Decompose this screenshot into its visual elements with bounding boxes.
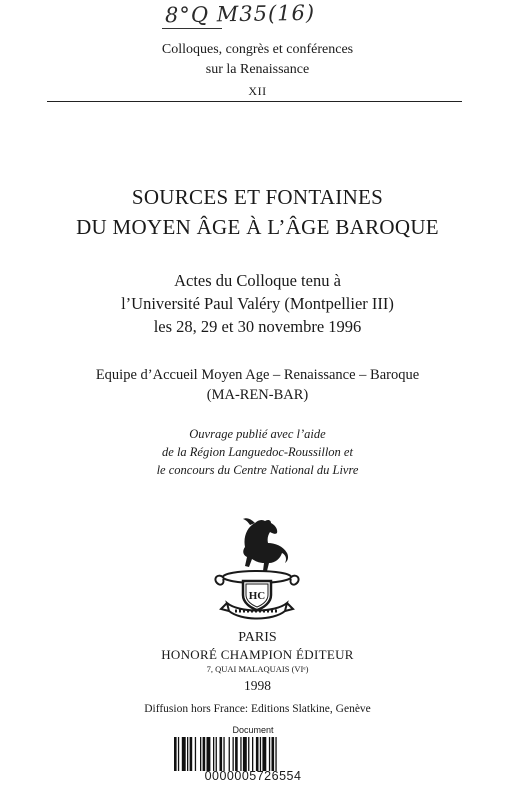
barcode-bar — [213, 737, 214, 771]
barcode-bar — [256, 737, 259, 771]
proceedings-line-3: les 28, 29 et 30 novembre 1996 — [153, 317, 362, 336]
series-title-line-1: Colloques, congrès et conférences — [161, 42, 354, 57]
barcode-bar — [207, 737, 211, 771]
barcode-number: 0000005726554 — [204, 769, 302, 783]
distribution-note: Diffusion hors France: Editions Slatkine, Genève — [144, 703, 371, 715]
series-volume: XII — [248, 84, 267, 98]
barcode-bar — [190, 737, 193, 771]
shelfmark-underline — [162, 28, 222, 29]
publisher-horse-logo — [205, 513, 310, 623]
barcode-bar — [178, 737, 179, 771]
research-team-line-1: Equipe d’Accueil Moyen Age – Renaissance – Baroque — [95, 367, 420, 383]
book-title-line-2: DU MOYEN ÂGE À L’ÂGE BAROQUE — [76, 215, 439, 239]
proceedings-line-2: l’Université Paul Valéry (Montpellier III) — [121, 294, 394, 313]
support-line-3: le concours du Centre National du Livre — [156, 463, 359, 477]
barcode-bar — [248, 737, 249, 771]
publisher-name: HONORÉ CHAMPION ÉDITEUR — [161, 647, 354, 662]
support-line-2: de la Région Languedoc-Roussillon et — [162, 445, 353, 459]
barcode-bar — [252, 737, 253, 771]
book-title-line-1: SOURCES ET FONTAINES — [131, 185, 384, 209]
barcode-bar — [200, 737, 201, 771]
publication-year: 1998 — [244, 678, 271, 693]
publisher-address: 7, QUAI MALAQUAIS (VIᵉ) — [206, 664, 309, 674]
barcode-bar — [203, 737, 206, 771]
header-rule — [47, 101, 462, 102]
barcode-bar — [243, 737, 247, 771]
handwritten-shelfmark: 8°Q M35(16) — [164, 0, 316, 28]
barcode-bar — [272, 737, 275, 771]
barcode-bar — [220, 737, 223, 771]
barcode-bar — [223, 737, 224, 771]
barcode-bar — [216, 737, 217, 771]
barcode-bar — [269, 737, 270, 771]
barcode-bar — [195, 737, 196, 771]
barcode-bar — [260, 737, 261, 771]
logo-monogram: HC — [248, 590, 266, 602]
barcode-bar — [182, 737, 186, 771]
barcode-bar — [235, 737, 238, 771]
barcode-bar — [174, 737, 177, 771]
barcode-bar — [187, 737, 188, 771]
proceedings-line-1: Actes du Colloque tenu à — [174, 271, 341, 290]
barcode-bar — [233, 737, 234, 771]
series-title-line-2: sur la Renaissance — [205, 62, 310, 77]
support-line-1: Ouvrage publié avec l’aide — [189, 427, 326, 441]
barcode-bar — [262, 737, 266, 771]
barcode-bar — [275, 737, 276, 771]
publisher-city: PARIS — [238, 630, 277, 645]
research-team-line-2: (MA-REN-BAR) — [206, 387, 309, 403]
barcode-label: Document — [232, 725, 274, 735]
barcode-bar — [240, 737, 241, 771]
barcode-image — [172, 737, 334, 771]
barcode-bar — [229, 737, 230, 771]
